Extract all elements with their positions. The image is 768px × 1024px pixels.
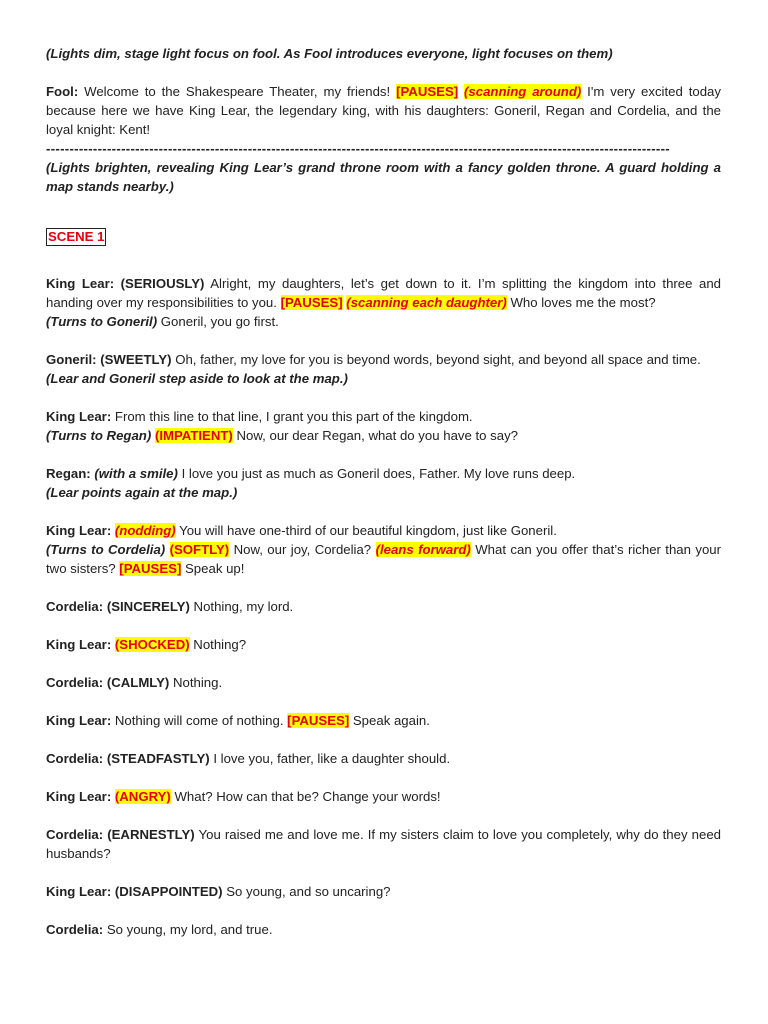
lear-line-4 (46, 635, 721, 654)
goneril-line-1 (46, 350, 721, 388)
lear-text: Now, our dear Regan, what do you have to say? (236, 428, 519, 443)
cue-pauses: [PAUSES] (119, 561, 182, 576)
speaker-lear: King Lear: (DISAPPOINTED) (46, 884, 223, 899)
stage-direction: (Lear and Goneril step aside to look at the map.) (46, 371, 348, 386)
lear-text: Now, our joy, Cordelia? (233, 542, 372, 557)
cue-scanning: (scanning each daughter) (346, 295, 507, 310)
speaker-cordelia: Cordelia: (EARNESTLY) (46, 827, 195, 842)
lear-text: What? How can that be? Change your words! (174, 789, 441, 804)
speaker-lear: King Lear: (SERIOUSLY) (46, 276, 205, 291)
goneril-text: Oh, father, my love for you is beyond words, beyond sight, and beyond all space and time. (175, 352, 701, 367)
speaker-cordelia: Cordelia: (CALMLY) (46, 675, 170, 690)
script-page (46, 44, 721, 939)
scene-label: SCENE 1 (48, 229, 105, 244)
lear-text: You will have one-third of our beautiful kingdom, just like Goneril. (179, 523, 557, 538)
cordelia-line-2 (46, 673, 721, 692)
lear-text: Nothing will come of nothing. (114, 713, 284, 728)
cue-impatient: (IMPATIENT) (154, 428, 233, 443)
speaker-cordelia: Cordelia: (46, 922, 104, 937)
stage-direction: (Lear points again at the map.) (46, 485, 238, 500)
regan-line-1 (46, 464, 721, 502)
lear-text: Speak up! (185, 561, 245, 576)
speaker-lear: King Lear: (46, 637, 112, 652)
cordelia-text: Nothing. (173, 675, 223, 690)
stage-direction-intro: (Lights dim, stage light focus on fool. As Fool introduces everyone, light focuses on them) (46, 46, 613, 61)
speaker-fool: Fool: (46, 84, 79, 99)
speaker-regan: Regan: (46, 466, 91, 481)
speaker-lear: King Lear: (46, 523, 112, 538)
scene-heading (46, 227, 721, 246)
cordelia-text: Nothing, my lord. (193, 599, 294, 614)
cue-nodding: (nodding) (114, 523, 176, 538)
lear-line-3 (46, 521, 721, 578)
lear-line-7 (46, 882, 721, 901)
cordelia-line-4 (46, 825, 721, 863)
lear-text: What can you offer that’s richer than your two sisters? (46, 542, 722, 576)
cue-scanning-around: (scanning around) (464, 84, 582, 99)
cue-shocked: (SHOCKED) (114, 637, 190, 652)
cordelia-line-3 (46, 749, 721, 768)
cue-angry: (ANGRY) (114, 789, 171, 804)
speaker-cordelia: Cordelia: (SINCERELY) (46, 599, 190, 614)
speaker-lear: King Lear: (46, 409, 112, 424)
cue-pauses: [PAUSES] (396, 84, 459, 99)
fool-text-2: I'm very excited today because here we have King Lear, the legendary king, with his daughters: Goneril, Regan and Cordelia, and the loyal knight: Kent! (46, 84, 721, 137)
lear-text: Alright, my daughters, let’s get down to it. I’m splitting the kingdom into three and handing over my responsibilities to you. (46, 276, 722, 310)
divider-line: ------------------------------------------------------------------------------------------------------------------------------------- (46, 141, 670, 156)
cue-leans-forward: (leans forward) (375, 542, 471, 557)
lear-text: From this line to that line, I grant you this part of the kingdom. (114, 409, 473, 424)
stage-direction-throne: (Lights brighten, revealing King Lear’s grand throne room with a fancy golden throne. A guard holding a map stands nearby.) (46, 160, 721, 194)
cordelia-text: You raised me and love me. If my sisters claim to love you completely, why do they need husbands? (46, 827, 721, 861)
speaker-lear: King Lear: (46, 713, 112, 728)
lear-text: So young, and so uncaring? (226, 884, 391, 899)
lear-text: Nothing? (193, 637, 247, 652)
lear-text: Speak again. (352, 713, 430, 728)
speaker-goneril: Goneril: (SWEETLY) (46, 352, 172, 367)
lear-text: Who loves me the most? (510, 295, 656, 310)
lear-line-2 (46, 407, 721, 445)
speaker-lear: King Lear: (46, 789, 112, 804)
direction: (Turns to Goneril) (46, 314, 158, 329)
speaker-cordelia: Cordelia: (STEADFASTLY) (46, 751, 210, 766)
direction: (Turns to Regan) (46, 428, 152, 443)
fool-line (46, 82, 721, 139)
direction: (with a smile) (94, 466, 178, 481)
lear-line-6 (46, 787, 721, 806)
lear-text: Goneril, you go first. (160, 314, 279, 329)
direction: (Turns to Cordelia) (46, 542, 166, 557)
cue-softly: (SOFTLY) (169, 542, 230, 557)
cue-pauses: [PAUSES] (280, 295, 343, 310)
cordelia-line-1 (46, 597, 721, 616)
cordelia-text: So young, my lord, and true. (106, 922, 273, 937)
cordelia-line-5 (46, 920, 721, 939)
cordelia-text: I love you, father, like a daughter should. (213, 751, 451, 766)
cue-pauses: [PAUSES] (287, 713, 350, 728)
fool-text-1: Welcome to the Shakespeare Theater, my friends! (84, 84, 391, 99)
regan-text: I love you just as much as Goneril does, Father. My love runs deep. (181, 466, 576, 481)
lear-line-5 (46, 711, 721, 730)
lear-line-1 (46, 274, 721, 331)
